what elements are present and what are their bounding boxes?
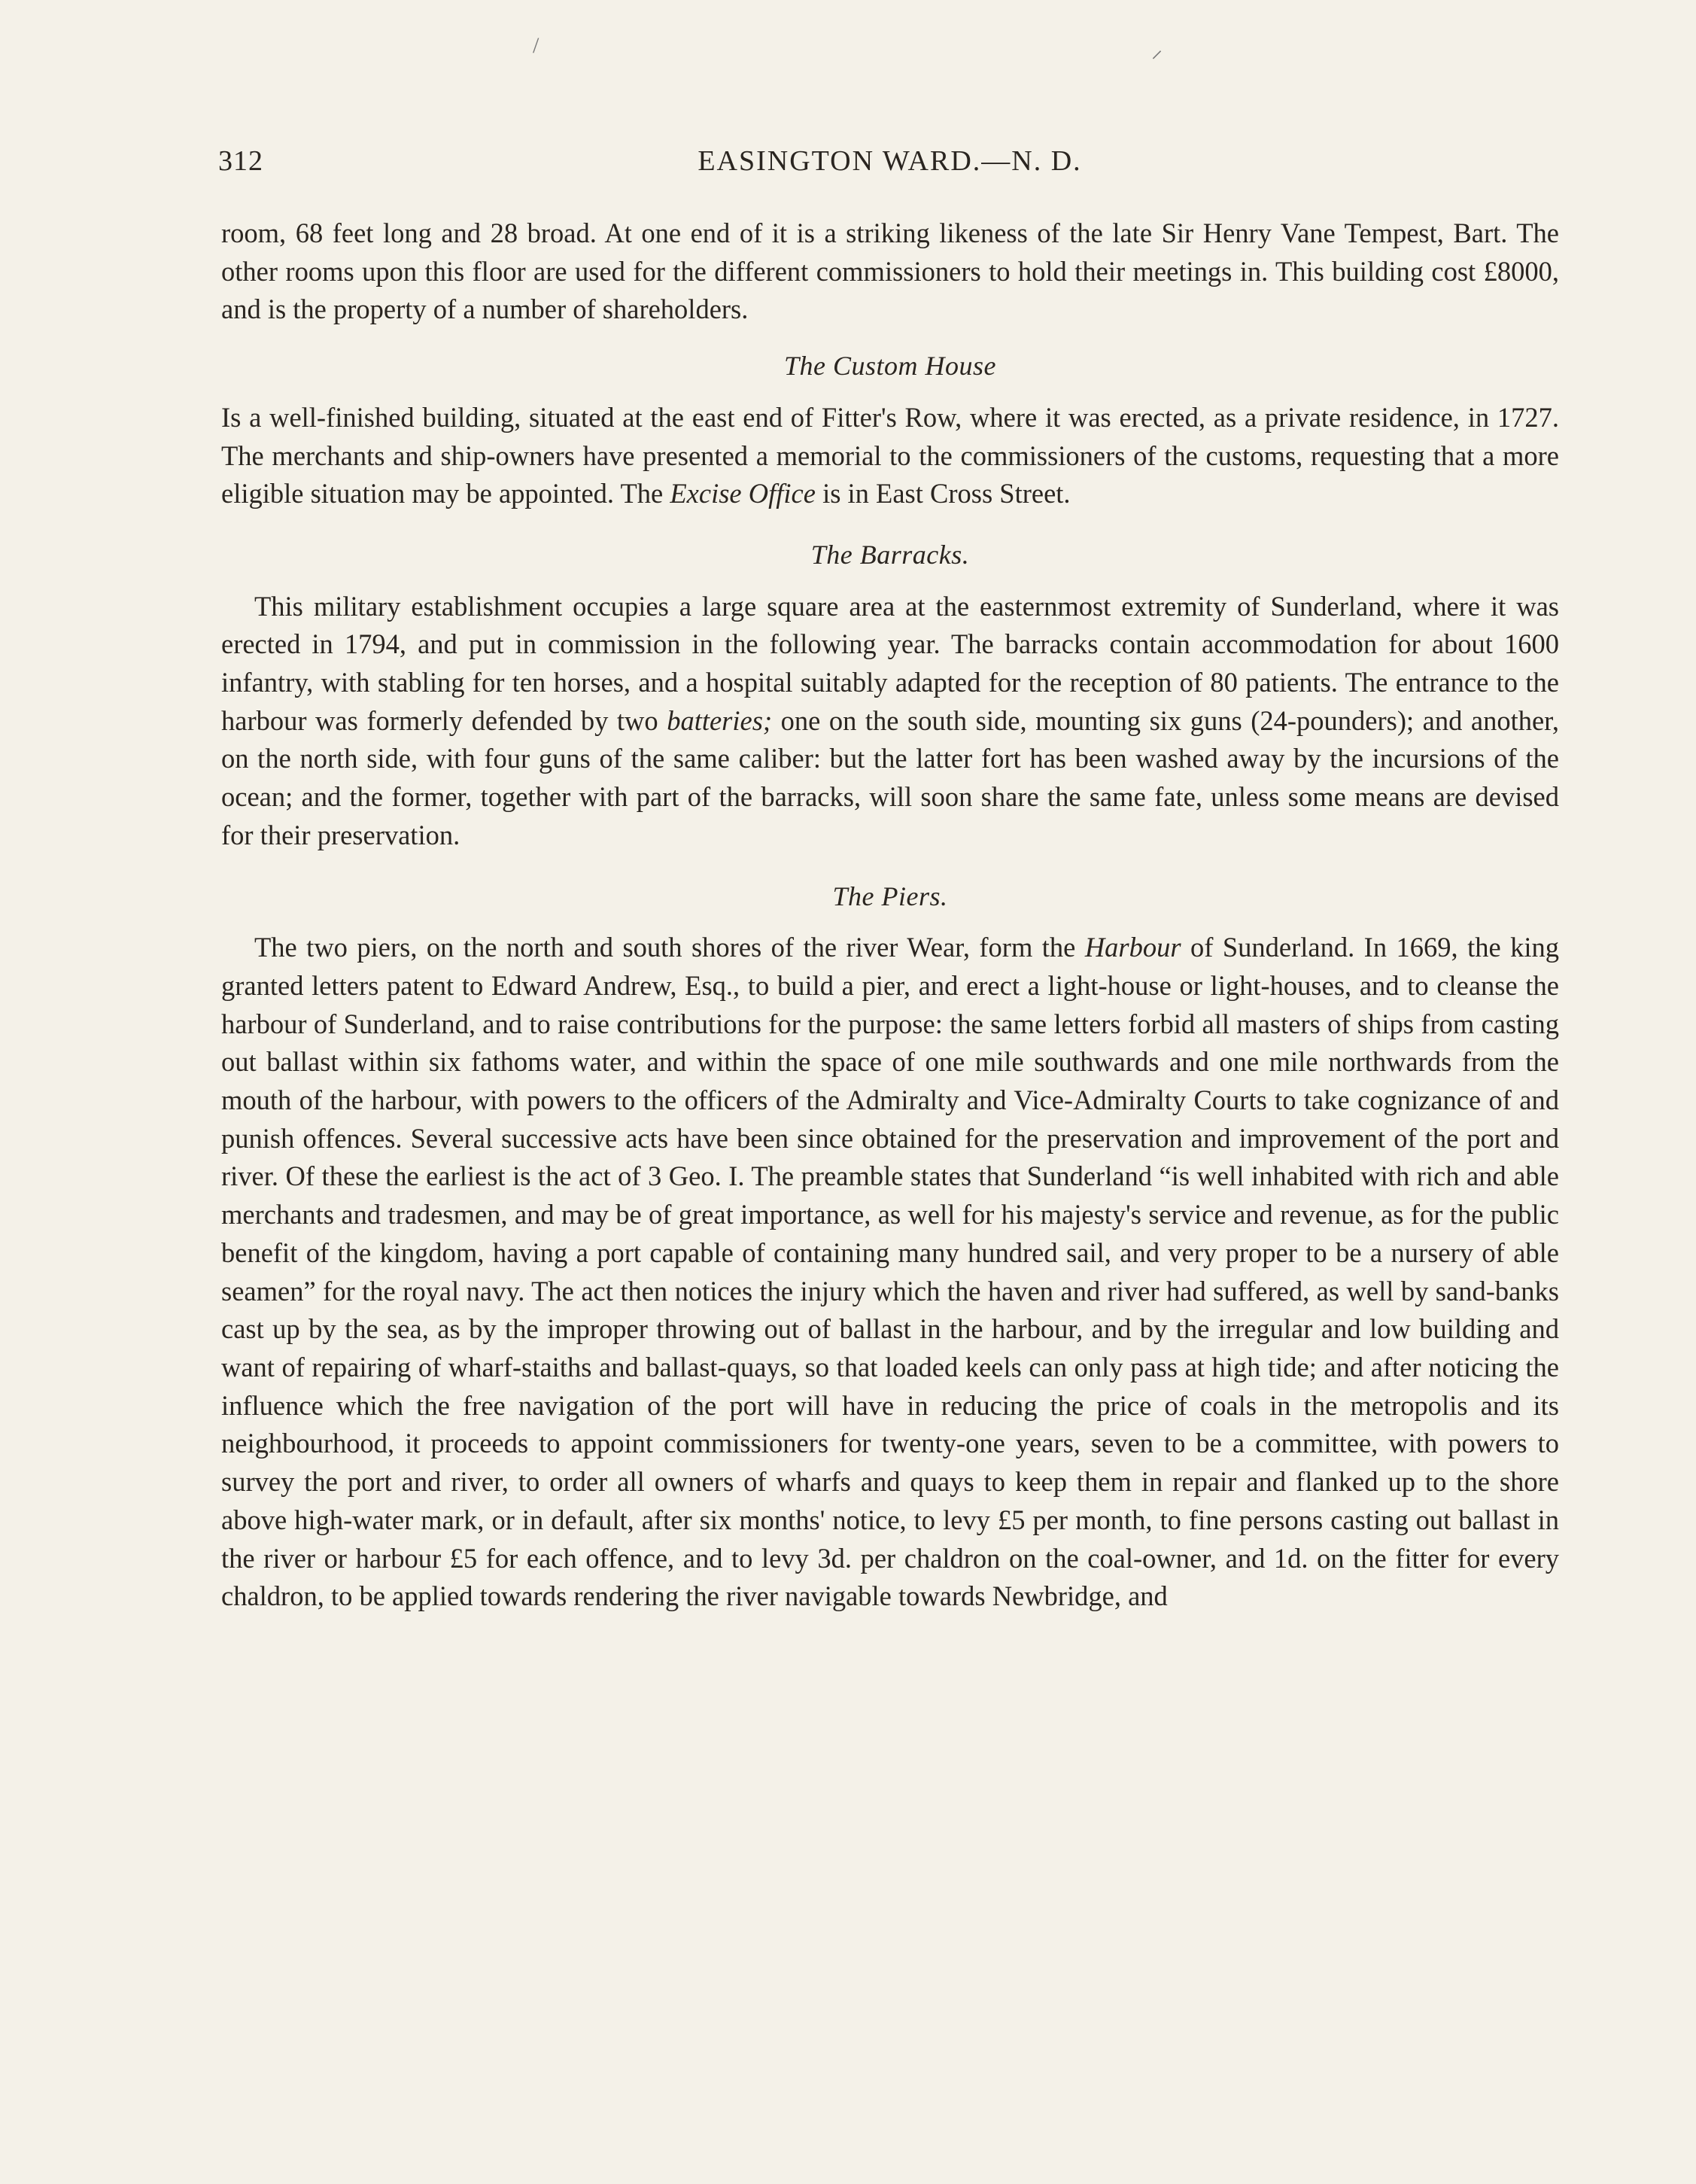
pencil-mark: ⸝ xyxy=(1151,38,1163,62)
barracks-heading: The Barracks. xyxy=(810,539,970,570)
custom-house-italic-term: Excise Office xyxy=(670,478,816,509)
piers-paragraph xyxy=(221,929,1559,1616)
piers-heading: The Piers. xyxy=(832,881,948,911)
barracks-text-b: one on the south side, mounting six guns (24-pounders); and another, on the north side, with four guns of the same caliber: but the latter fort has been washed away by the incursions of the ocean; and the former, together with part of the barracks, will soon share the same fate, unless some means are devised for their preservation. xyxy=(221,704,1559,850)
pencil-mark: / xyxy=(533,33,539,58)
barracks-paragraph xyxy=(221,588,1559,855)
intro-paragraph: room, 68 feet long and 28 broad. At one end of it is a striking likeness of the late Sir Henry Vane Tempest, Bart. The other rooms upon this floor are used for the different commissioners to hold their meetings in. This building cost £8000, and is the property of a number of shareholders. xyxy=(221,217,1559,325)
custom-house-paragraph xyxy=(221,399,1559,513)
page-header xyxy=(218,144,1561,190)
piers-text-b: of Sunderland. In 1669, the king granted letters patent to Edward Andrew, Esq., to build a pier, and erect a light-house or light-houses, and to cleanse the harbour of Sunderland, and to raise contributions for the purpose: the same letters forbid all masters of ships from casting out ballast within six fathoms water, and within the space of one mile southwards and one mile northwards from the mouth of the harbour, with powers to the officers of the Admiralty and Vice-Admiralty Courts to take cognizance of and punish offences. Several successive acts have been since obtained for the preservation and improvement of the port and river. Of these the earliest is the act of 3 Geo. I. The preamble states that Sunderland “is well inhabited with rich and able merchants and tradesmen, and may be of great importance, as well for his majesty's service and revenue, as for the public benefit of the kingdom, having a port capable of containing many hundred sail, and very proper to be a nursery of able seamen” for the royal navy. The act then notices the injury which the haven and river had suffered, as well by sand-banks cast up by the sea, as by the improper throwing out of ballast in the harbour, and by the irregular and low building and want of repairing of wharf-staiths and ballast-quays, so that loaded keels can only pass at high tide; and after noticing the influence which the free navigation of the port will have in reducing the price of coals in the metropolis and its neighbourhood, it proceeds to appoint commissioners for twenty-one years, seven to be a committee, with powers to survey the port and river, to order all owners of wharfs and quays to keep them in repair and flanked up to the shore above high-water mark, or in default, after six months' notice, to levy £5 per month, to fine persons casting out ballast in the river or harbour £5 for each offence, and to levy 3d. per chaldron on the coal-owner, and 1d. on the fitter for every chaldron, to be applied towards rendering the river navigable towards Newbridge, and xyxy=(221,932,1559,1612)
custom-house-heading: The Custom House xyxy=(783,351,996,382)
custom-house-text-a: Is a well-finished building, situated at the east end of Fitter's Row, where it was erected, as a private residence, in 1727. The merchants and ship-owners have presented a memorial to the commissioners of the customs, requesting that a more eligible situation may be appointed. The xyxy=(221,401,1559,509)
piers-text-a: The two piers, on the north and south shores of the river Wear, form the xyxy=(254,932,1085,963)
piers-italic-term: Harbour xyxy=(1084,932,1181,963)
body-text xyxy=(221,214,1559,1616)
page-number: 312 xyxy=(218,145,263,177)
custom-house-text-b: is in East Cross Street. xyxy=(815,478,1071,509)
running-head: EASINGTON WARD.—N. D. xyxy=(698,145,1082,177)
barracks-italic-term: batteries; xyxy=(667,704,773,736)
barracks-text-a: This military establishment occupies a large square area at the easternmost extremity of Sunderland, where it was erected in 1794, and put in commission in the following year. The barracks contain accommodation for about 1600 infantry, with stabling for ten horses, and a hospital suitably adapted for the reception of 80 patients. The entrance to the harbour was formerly defended by two xyxy=(221,590,1559,736)
